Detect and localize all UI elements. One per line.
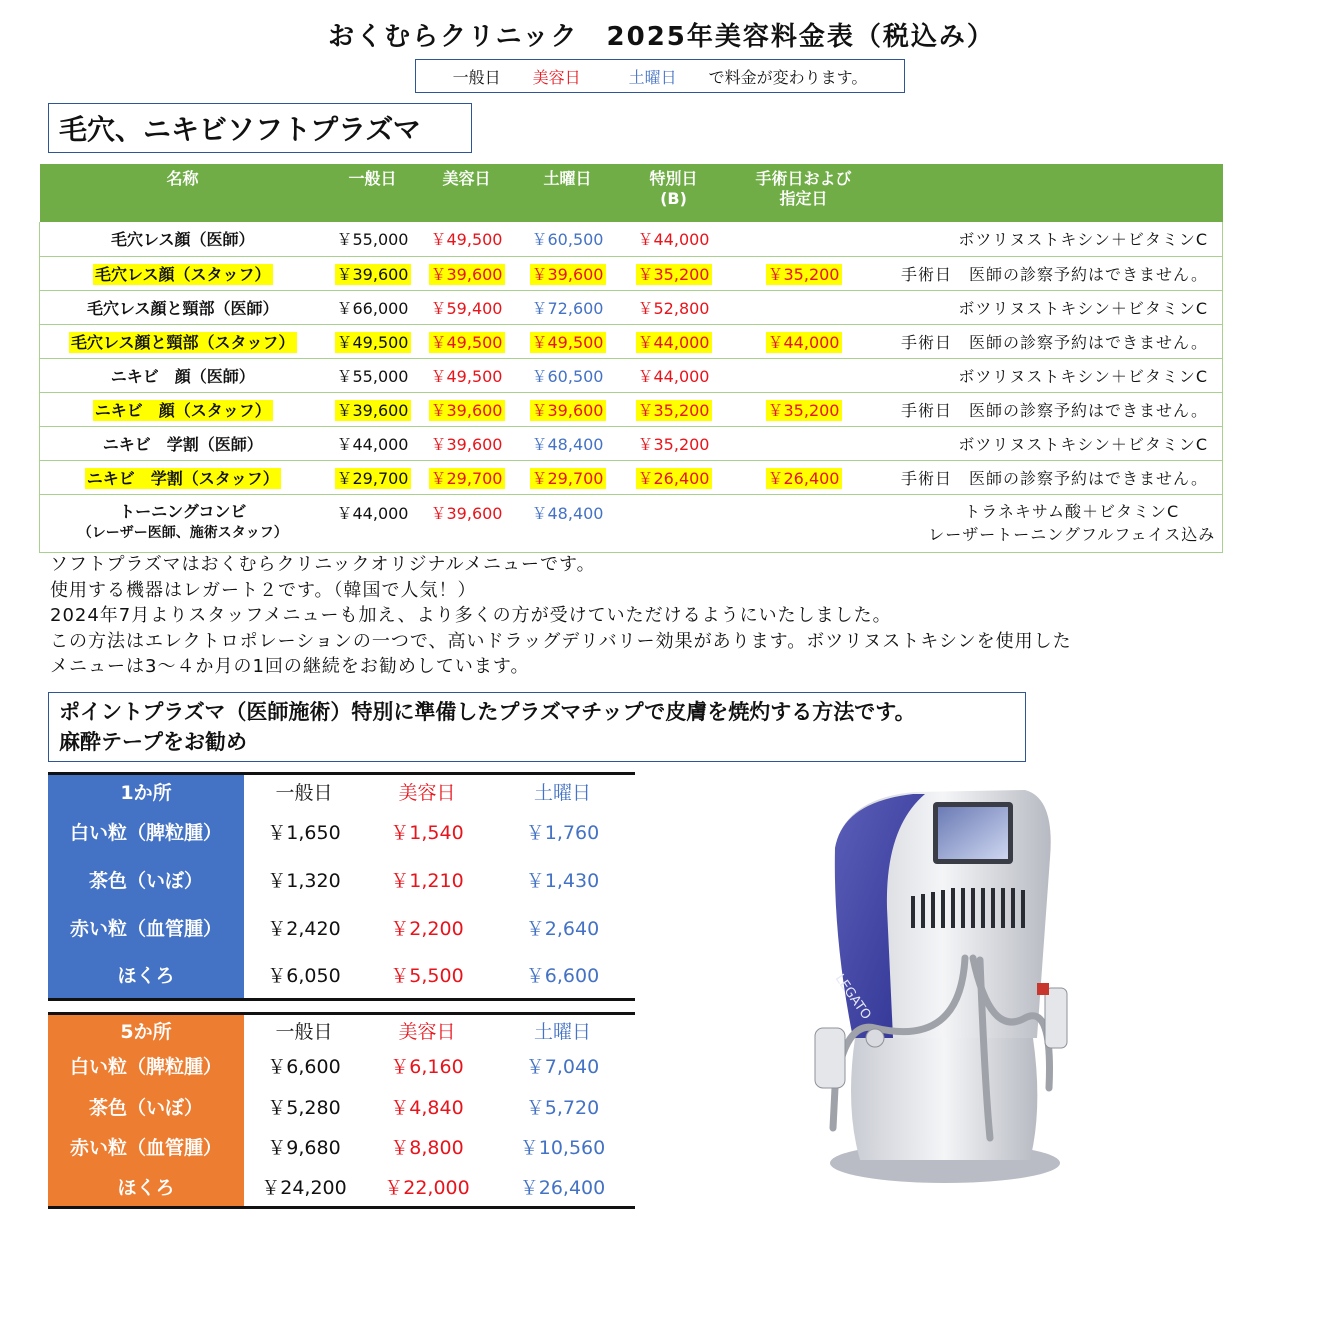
description-line: 2024年7月よりスタッフメニューも加え、より多くの方が受けていただけるようにいたしました。 — [50, 605, 892, 626]
price-saturday: ￥10,560 — [519, 1137, 606, 1160]
spot-count-label: 1か所 — [48, 774, 244, 808]
price-normal: ￥9,680 — [267, 1137, 341, 1160]
row-name: 白い粒（脾粒腫） — [48, 808, 244, 856]
row-name: 毛穴レス顔と頸部（医師） — [40, 290, 326, 324]
header-surgery: 手術日および 指定日 — [726, 164, 882, 222]
row-note: ボツリヌストキシン＋ビタミンC — [882, 222, 1223, 256]
price-normal: ￥6,050 — [267, 965, 341, 988]
price-surgery — [726, 358, 882, 392]
table-row — [48, 1167, 635, 1208]
table-row — [40, 256, 1223, 290]
price-saturday: ￥7,040 — [525, 1056, 600, 1079]
description-line: ソフトプラズマはおくむらクリニックオリジナルメニューです。 — [50, 554, 596, 575]
price-saturday: ￥39,600 — [514, 392, 622, 426]
soft-plasma-description — [50, 552, 1290, 680]
table-row — [48, 1127, 635, 1168]
price-special: ￥44,000 — [622, 324, 726, 358]
table-header-row — [40, 164, 1223, 222]
row-note: 手術日 医師の診察予約はできません。 — [882, 392, 1223, 426]
price-surgery: ￥44,000 — [726, 324, 882, 358]
header-saturday: 土曜日 — [533, 781, 591, 804]
row-name: 毛穴レス顔（スタッフ） — [40, 256, 326, 290]
price-normal: ￥55,000 — [326, 358, 420, 392]
row-name: 毛穴レス顔（医師） — [40, 222, 326, 256]
price-saturday: ￥48,400 — [514, 426, 622, 460]
table-row — [40, 290, 1223, 324]
price-special: ￥35,200 — [622, 256, 726, 290]
price-saturday: ￥39,600 — [514, 256, 622, 290]
row-name: ニキビ 学割（医師） — [40, 426, 326, 460]
price-surgery: ￥35,200 — [726, 256, 882, 290]
price-normal: ￥44,000 — [326, 426, 420, 460]
description-line: この方法はエレクトロポレーションの一つで、高いドラッグデリバリー効果があります。ボツリヌストキシンを使用した — [50, 630, 1072, 652]
legend-normal: 一般日 — [452, 67, 501, 87]
price-special: ￥44,000 — [622, 222, 726, 256]
price-beauty: ￥39,600 — [420, 426, 514, 460]
description-line: 使用する機器はレガート２です。（韓国で人気！） — [50, 579, 477, 601]
table-row — [40, 222, 1223, 256]
price-beauty: ￥5,500 — [390, 965, 464, 988]
table-row — [48, 1046, 635, 1087]
price-normal: ￥44,000 — [326, 494, 420, 552]
row-name: 茶色（いぼ） — [48, 1086, 244, 1127]
price-saturday: ￥60,500 — [514, 358, 622, 392]
price-beauty: ￥49,500 — [420, 222, 514, 256]
header-normal: 一般日 — [275, 1020, 333, 1043]
row-name: 赤い粒（血管腫） — [48, 904, 244, 952]
price-normal: ￥39,600 — [326, 392, 420, 426]
header-saturday: 土曜日 — [533, 1020, 591, 1043]
point-plasma-5-spot-table — [48, 1012, 635, 1209]
price-beauty: ￥59,400 — [420, 290, 514, 324]
price-saturday: ￥1,760 — [525, 822, 600, 844]
price-beauty: ￥29,700 — [420, 460, 514, 494]
price-beauty: ￥39,600 — [420, 392, 514, 426]
price-saturday: ￥6,600 — [525, 965, 600, 988]
table-row — [48, 1086, 635, 1127]
price-saturday: ￥5,720 — [525, 1096, 600, 1119]
price-beauty: ￥1,540 — [390, 822, 464, 844]
row-name: ほくろ — [48, 1167, 244, 1208]
price-normal: ￥24,200 — [261, 1177, 347, 1199]
price-normal: ￥49,500 — [326, 324, 420, 358]
legato-machine-image — [775, 788, 1085, 1186]
table-row — [40, 494, 1223, 552]
price-saturday: ￥1,430 — [525, 870, 600, 892]
row-name: 茶色（いぼ） — [48, 856, 244, 904]
table-header-row — [48, 774, 635, 808]
table-row — [48, 856, 635, 904]
header-normal: 一般日 — [275, 781, 333, 804]
price-special: ￥52,800 — [622, 290, 726, 324]
price-normal: ￥6,600 — [267, 1056, 341, 1079]
price-beauty: ￥39,600 — [420, 256, 514, 290]
table-row — [48, 808, 635, 856]
soft-plasma-price-table — [39, 164, 1223, 553]
price-beauty: ￥1,210 — [390, 870, 464, 892]
table-row — [40, 460, 1223, 494]
row-name: ほくろ — [48, 952, 244, 1000]
price-saturday: ￥49,500 — [514, 324, 622, 358]
legend-suffix: で料金が変わります。 — [708, 67, 868, 87]
price-beauty: ￥22,000 — [384, 1177, 470, 1199]
header-beauty: 美容日 — [420, 164, 514, 222]
row-note: 手術日 医師の診察予約はできません。 — [882, 460, 1223, 494]
price-saturday: ￥48,400 — [514, 494, 622, 552]
table-row — [48, 904, 635, 952]
machine-logo: LEGATO — [831, 971, 874, 1023]
header-normal: 一般日 — [326, 164, 420, 222]
price-normal: ￥5,280 — [267, 1096, 341, 1119]
header-beauty: 美容日 — [398, 781, 456, 804]
price-beauty: ￥49,500 — [420, 324, 514, 358]
table-row — [40, 392, 1223, 426]
table-row — [40, 426, 1223, 460]
price-saturday: ￥26,400 — [519, 1177, 606, 1199]
row-note: 手術日 医師の診察予約はできません。 — [882, 324, 1223, 358]
legend-saturday: 土曜日 — [628, 67, 677, 87]
price-beauty: ￥2,200 — [390, 918, 464, 940]
row-note: ボツリヌストキシン＋ビタミンC — [882, 290, 1223, 324]
price-normal: ￥29,700 — [326, 460, 420, 494]
row-name: ニキビ 顔（スタッフ） — [40, 392, 326, 426]
description-line: メニューは3～４か月の1回の継続をお勧めしています。 — [50, 656, 530, 677]
table-header-row — [48, 1014, 635, 1046]
day-legend — [415, 59, 905, 93]
row-note: トラネキサム酸＋ビタミンC レーザートーニングフルフェイス込み — [882, 494, 1223, 552]
price-special: ￥26,400 — [622, 460, 726, 494]
price-saturday: ￥2,640 — [525, 918, 600, 940]
spot-count-label: 5か所 — [48, 1014, 244, 1046]
price-surgery: ￥26,400 — [726, 460, 882, 494]
price-beauty: ￥6,160 — [390, 1056, 464, 1079]
price-normal: ￥55,000 — [326, 222, 420, 256]
price-beauty: ￥49,500 — [420, 358, 514, 392]
price-surgery: ￥35,200 — [726, 392, 882, 426]
header-name: 名称 — [40, 164, 326, 222]
price-beauty: ￥8,800 — [390, 1137, 464, 1160]
price-beauty: ￥4,840 — [390, 1096, 464, 1119]
point-plasma-1-spot-table — [48, 772, 635, 1001]
price-saturday: ￥72,600 — [514, 290, 622, 324]
price-normal: ￥39,600 — [326, 256, 420, 290]
row-name: 赤い粒（血管腫） — [48, 1127, 244, 1168]
row-name: 毛穴レス顔と頸部（スタッフ） — [40, 324, 326, 358]
soft-plasma-heading: 毛穴、ニキビソフトプラズマ — [48, 103, 472, 153]
price-surgery — [726, 290, 882, 324]
table-row — [40, 324, 1223, 358]
header-beauty: 美容日 — [398, 1020, 456, 1043]
header-special: 特別日 (B) — [622, 164, 726, 222]
row-name: 白い粒（脾粒腫） — [48, 1046, 244, 1087]
row-name: ニキビ 顔（医師） — [40, 358, 326, 392]
price-saturday: ￥60,500 — [514, 222, 622, 256]
price-normal: ￥66,000 — [326, 290, 420, 324]
price-special: ￥35,200 — [622, 426, 726, 460]
price-special: ￥44,000 — [622, 358, 726, 392]
table-row — [48, 952, 635, 1000]
price-surgery — [726, 222, 882, 256]
price-normal: ￥2,420 — [267, 918, 341, 940]
price-surgery — [726, 426, 882, 460]
price-normal: ￥1,650 — [267, 822, 341, 844]
point-plasma-heading: ポイントプラズマ（医師施術）特別に準備したプラズマチップで皮膚を焼灼する方法です。 麻酔テープをお勧め — [48, 692, 1026, 762]
row-name: ニキビ 学割（スタッフ） — [40, 460, 326, 494]
header-saturday: 土曜日 — [514, 164, 622, 222]
row-note: 手術日 医師の診察予約はできません。 — [882, 256, 1223, 290]
price-beauty: ￥39,600 — [420, 494, 514, 552]
price-special: ￥35,200 — [622, 392, 726, 426]
row-name: トーニングコンビ （レーザー医師、施術スタッフ） — [40, 494, 326, 552]
row-note: ボツリヌストキシン＋ビタミンC — [882, 426, 1223, 460]
header-note — [882, 164, 1223, 222]
page-title: おくむらクリニック 2025年美容料金表（税込み） — [328, 22, 995, 52]
price-saturday: ￥29,700 — [514, 460, 622, 494]
price-normal: ￥1,320 — [267, 870, 341, 892]
row-note: ボツリヌストキシン＋ビタミンC — [882, 358, 1223, 392]
legend-beauty: 美容日 — [532, 67, 581, 87]
table-row — [40, 358, 1223, 392]
